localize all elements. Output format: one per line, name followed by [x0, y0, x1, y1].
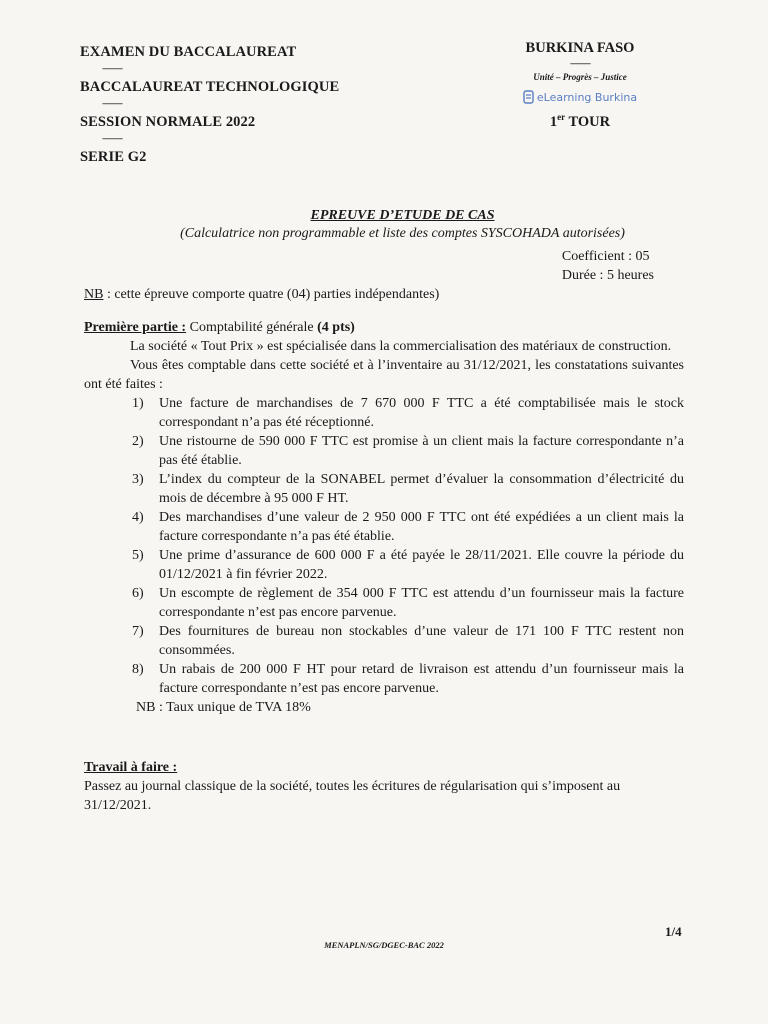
header-right	[505, 40, 655, 131]
nb-tva: NB : Taux unique de TVA 18%	[136, 700, 311, 715]
list-item: 3) L’index du compteur de la SONABEL permet d’évaluer la consommation d’électricité du mois de décembre à 95 000 F HT.	[132, 472, 684, 506]
duration: Durée : 5 heures	[561, 268, 654, 283]
country: BURKINA FASO	[525, 40, 635, 56]
intro-paragraph: La société « Tout Prix » est spécialisée dans la commercialisation des matériaux de construction.	[130, 339, 672, 354]
part-one	[84, 318, 684, 717]
coefficient: Coefficient : 05	[561, 249, 650, 264]
separator: ----------	[570, 58, 590, 68]
title-block	[150, 208, 655, 242]
travail-text: Passez au journal classique de la société, toutes les écritures de régularisation qui s’imposent au 31/12/2021.	[84, 779, 621, 813]
nb-note: NB : cette épreuve comporte quatre (04) parties indépendantes)	[84, 287, 440, 302]
separator: ----------	[102, 133, 122, 143]
subtitle: (Calculatrice non programmable et liste des comptes SYSCOHADA autorisées)	[180, 226, 625, 241]
header-left	[80, 44, 380, 166]
page-title: EPREUVE D’ETUDE DE CAS	[310, 208, 495, 223]
part-one-heading: Première partie : Comptabilité générale (4 pts)	[84, 320, 355, 335]
exam-type: BACCALAUREAT TECHNOLOGIQUE	[80, 79, 340, 95]
list-item: 4) Des marchandises d’une valeur de 2 950 000 F TTC ont été expédiées a un client mais la facture correspondante n’a pas été établie.	[132, 510, 684, 544]
list-item: 7) Des fournitures de bureau non stockables d’une valeur de 171 100 F TTC restent non consommées.	[132, 624, 684, 658]
travail-heading: Travail à faire :	[84, 760, 178, 775]
tour: 1er TOUR	[549, 112, 611, 130]
session: SESSION NORMALE 2022	[80, 114, 256, 130]
intro-paragraph: Vous êtes comptable dans cette société et à l’inventaire au 31/12/2021, les constatations suivantes ont été faites :	[84, 358, 684, 392]
exam-title: EXAMEN DU BACCALAUREAT	[80, 44, 297, 60]
list-item: 5) Une prime d’assurance de 600 000 F a été payée le 28/11/2021. Elle couvre la période du 01/12/2021 à fin février 2022.	[132, 548, 684, 582]
constatations-list	[84, 394, 684, 698]
list-item: 8) Un rabais de 200 000 F HT pour retard de livraison est attendu d’un fournisseur mais la facture correspondante n’est pas encore parvenue.	[132, 662, 684, 696]
list-item: 6) Un escompte de règlement de 354 000 F TTC est attendu d’un fournisseur mais la facture correspondante n’est pas encore parvenue.	[132, 586, 684, 620]
separator: ----------	[102, 98, 122, 108]
page-number: 1/4	[665, 924, 682, 939]
list-item: 1) Une facture de marchandises de 7 670 000 F TTC a été comptabilisée mais le stock correspondant n’a pas été réceptionné.	[132, 396, 684, 430]
list-item: 2) Une ristourne de 590 000 F TTC est promise à un client mais la facture correspondante n’a pas été établie.	[132, 434, 684, 468]
elearning-logo-icon	[523, 90, 535, 104]
coefficient-block	[562, 247, 654, 285]
footer-reference: MENAPLN/SG/DGEC-BAC 2022	[324, 940, 444, 950]
series: SERIE G2	[80, 149, 147, 165]
motto: Unité – Progrès – Justice	[533, 72, 627, 82]
separator: ----------	[102, 63, 122, 73]
watermark-text: eLearning Burkina	[536, 90, 638, 104]
elearning-watermark	[505, 90, 655, 104]
travail-a-faire	[84, 758, 684, 815]
